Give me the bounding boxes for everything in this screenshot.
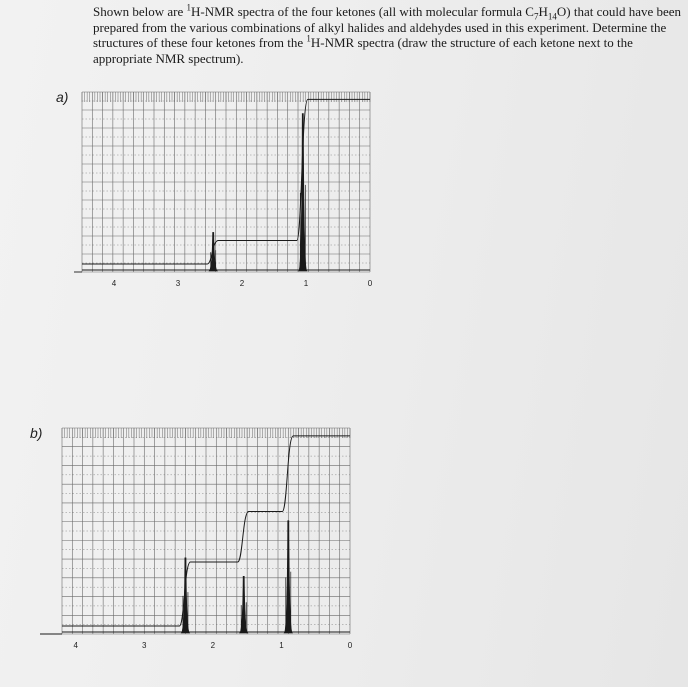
axis-tick-label: 0 [367, 279, 373, 288]
instructions-text: Shown below are $^1$H-NMR spectra of the four ketones (all with molecular formula $C_7H_{14}O$) that could have been prepared from the various combinations of alkyl halides and aldehydes used in this experiment. Determine the structures of these four ketones from the $^1$H-NMR spectra (draw the structure of each ketone next to the appropriate NMR spectrum). [93, 2, 682, 66]
axis-tick-label: 1 [279, 641, 284, 650]
axis-tick-label: 3 [175, 279, 181, 288]
axis-tick-label: 2 [239, 279, 245, 288]
grid [82, 92, 370, 272]
axis-tick-label: 1 [303, 279, 309, 288]
axis-tick-label: 0 [347, 641, 353, 650]
nmr-spectrum-b [40, 422, 355, 662]
axis-tick-label: 2 [210, 641, 216, 650]
nmr-spectrum-a [74, 88, 374, 293]
axis-tick-label: 4 [73, 641, 78, 650]
spectrum-a-label: a) [56, 89, 69, 105]
axis-tick-label: 3 [142, 641, 147, 650]
axis-tick-label: 4 [111, 279, 117, 288]
spectrum-b-label: b) [30, 425, 43, 441]
grid [62, 428, 350, 634]
